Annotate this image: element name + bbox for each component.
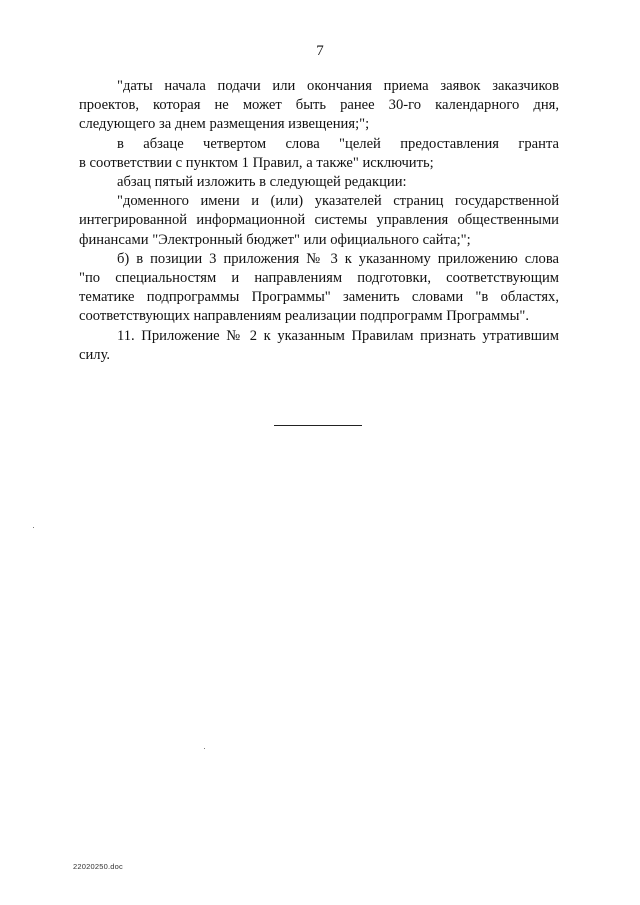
paragraph-3 xyxy=(79,173,559,192)
paragraph-2 xyxy=(79,135,559,173)
text-line: соответствующих направлениям реализации подпрограмм Программы". xyxy=(79,308,530,325)
scan-speck xyxy=(33,527,34,528)
text-line: б) в позиции 3 приложения № 3 к указанному приложению слова xyxy=(117,250,559,267)
text-line: в соответствии с пунктом 1 Правил, а также" исключить; xyxy=(79,154,434,171)
text-line: тематике подпрограммы Программы" заменить словами "в областях, xyxy=(79,289,559,306)
text-line: в абзаце четвертом слова "целей предоставления гранта xyxy=(117,135,559,152)
text-line: "даты начала подачи или окончания приема заявок заказчиков xyxy=(117,78,559,94)
document-body xyxy=(79,77,559,365)
page-number: 7 xyxy=(316,43,324,59)
paragraph-5 xyxy=(79,250,559,327)
text-line: 11. Приложение № 2 к указанным Правилам признать утратившим xyxy=(117,327,559,344)
paragraph-6 xyxy=(79,327,559,365)
text-line: интегрированной информационной системы управления общественными xyxy=(79,212,559,229)
document-code: 22020250.doc xyxy=(73,862,123,871)
text-line: финансами "Электронный бюджет" или официального сайта;"; xyxy=(79,231,471,248)
text-line: следующего за днем размещения извещения;"; xyxy=(79,116,370,133)
closing-divider xyxy=(274,425,362,426)
text-line: "доменного имени и (или) указателей страниц государственной xyxy=(117,193,559,210)
text-line: силу. xyxy=(79,346,111,363)
paragraph-4 xyxy=(79,192,559,250)
text-line: проектов, которая не может быть ранее 30-го календарного дня, xyxy=(79,97,559,114)
scan-speck xyxy=(204,748,205,749)
text-line: "по специальностям и направлениям подготовки, соответствующим xyxy=(79,270,559,287)
text-line: абзац пятый изложить в следующей редакции: xyxy=(117,174,407,191)
paragraph-1 xyxy=(79,77,559,135)
